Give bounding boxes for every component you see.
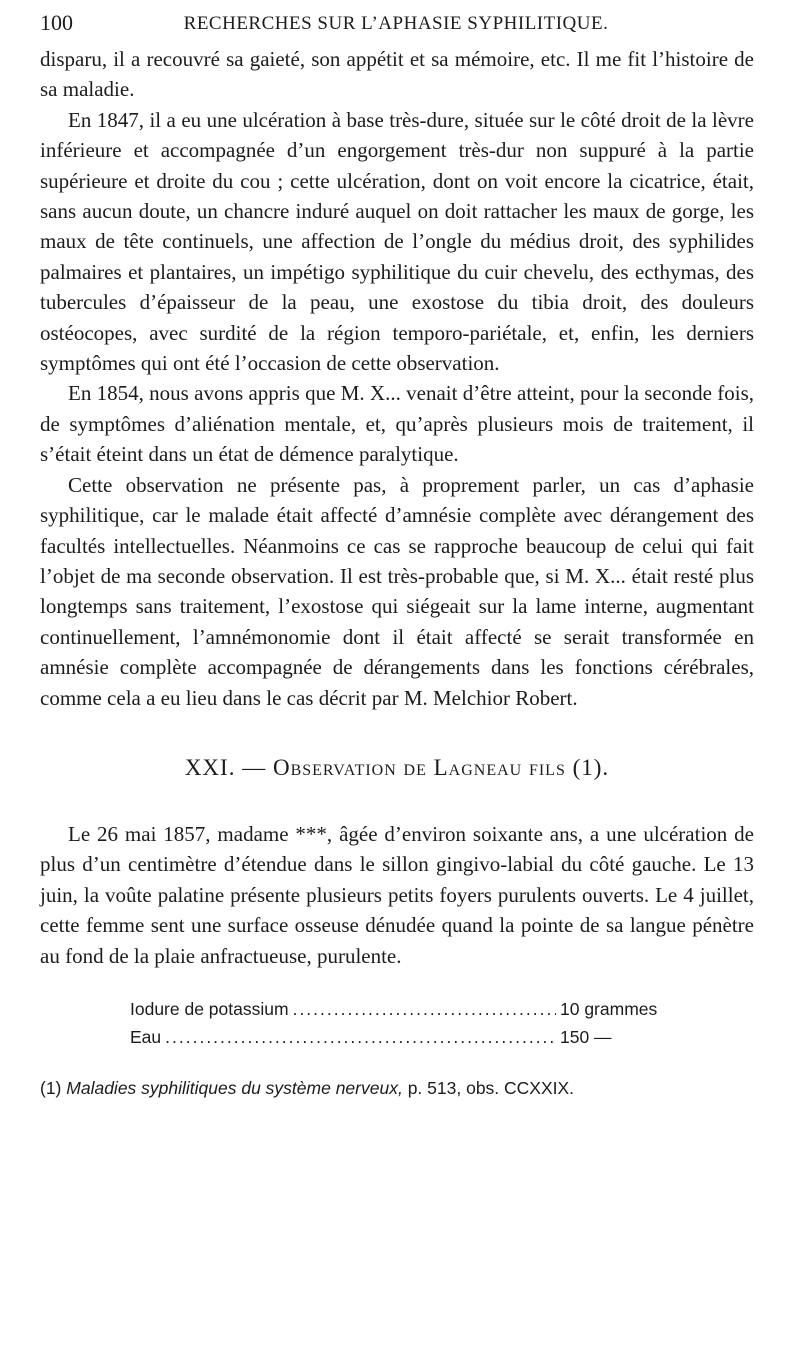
footnote-reference: (1). bbox=[572, 754, 610, 780]
footnote-title: Maladies syphilitiques du système nerveux, bbox=[66, 1077, 403, 1098]
prescription-row bbox=[130, 995, 690, 1023]
footnote-marker: (1) bbox=[40, 1077, 62, 1098]
running-title: RECHERCHES SUR L’APHASIE SYPHILITIQUE. bbox=[183, 13, 609, 34]
paragraph-continuation: disparu, il a recouvré sa gaieté, son appétit et sa mémoire, etc. Il me fit l’histoire de sa maladie. bbox=[40, 47, 754, 102]
section-heading bbox=[40, 755, 754, 781]
paragraph-history: En 1847, il a eu une ulcération à base très-dure, située sur le côté droit de la lèvre inférieure et accompagnée d’un engorgement très-dur non suppuré à la partie supérieure et droite du cou ; cette ulcération, dont on voit encore la cicatrice, était, sans aucun doute, un chancre induré auquel on doit rattacher les maux de gorge, les maux de tête continuels, une affection de l’ongle du médius droit, des syphilides palmaires et plantaires, un impétigo syphilitique du cuir chevelu, des ecthymas, des tubercules d’épaisseur de la peau, une exostose du tibia droit, des douleurs ostéocopes, avec surdité de la région temporo-pariétale, et, enfin, les derniers symptômes qui ont été l’occasion de cette observation. bbox=[40, 107, 754, 376]
prescription-row bbox=[130, 1023, 690, 1051]
footnote bbox=[40, 1075, 754, 1101]
page-header bbox=[40, 4, 752, 38]
page-number: 100 bbox=[40, 10, 73, 35]
section-title: Observation de Lagneau fils bbox=[272, 754, 566, 780]
section-number: XXI. — bbox=[184, 754, 267, 780]
footnote-reference-text: p. 513, obs. CCXXIX. bbox=[407, 1077, 575, 1098]
prescription-item: Eau bbox=[130, 1026, 162, 1047]
prescription bbox=[130, 995, 690, 1051]
leader-dots bbox=[293, 995, 556, 1023]
prescription-quantity: 10 grammes bbox=[560, 998, 658, 1019]
prescription-quantity: 150 — bbox=[560, 1026, 612, 1047]
paragraph-discussion: Cette observation ne présente pas, à proprement parler, un cas d’aphasie syphilitique, car le malade était affecté d’amnésie complète avec dérangement des facultés intellectuelles. Néanmoins ce cas se rapproche beaucoup de celui qui fait l’objet de ma seconde observation. Il est très-probable que, si M. X... était resté plus longtemps sans traitement, l’exostose qui siégeait sur la lame interne, augmentant continuellement, l’amnémonomie dont il était affecté se serait transformée en amnésie complète accompagnée de dérangements dans les fonctions cérébrales, comme cela a eu lieu dans le cas décrit par M. Melchior Robert. bbox=[40, 472, 754, 710]
page-body bbox=[40, 44, 754, 1101]
paragraph-outcome: En 1854, nous avons appris que M. X... venait d’être atteint, pour la seconde fois, de symptômes d’aliénation mentale, et, qu’après plusieurs mois de traitement, il s’était éteint dans un état de démence paralytique. bbox=[40, 381, 754, 467]
prescription-item: Iodure de potassium bbox=[130, 998, 289, 1019]
leader-dots bbox=[165, 1023, 556, 1051]
case-paragraph: Le 26 mai 1857, madame ***, âgée d’environ soixante ans, a une ulcération de plus d’un centimètre d’étendue dans le sillon gingivo-labial du côté gauche. Le 13 juin, la voûte palatine présente plusieurs petits foyers purulents ouverts. Le 4 juillet, cette femme sent une surface osseuse dénudée quand la pointe de sa langue pénètre au fond de la plaie anfractueuse, purulente. bbox=[40, 821, 754, 968]
